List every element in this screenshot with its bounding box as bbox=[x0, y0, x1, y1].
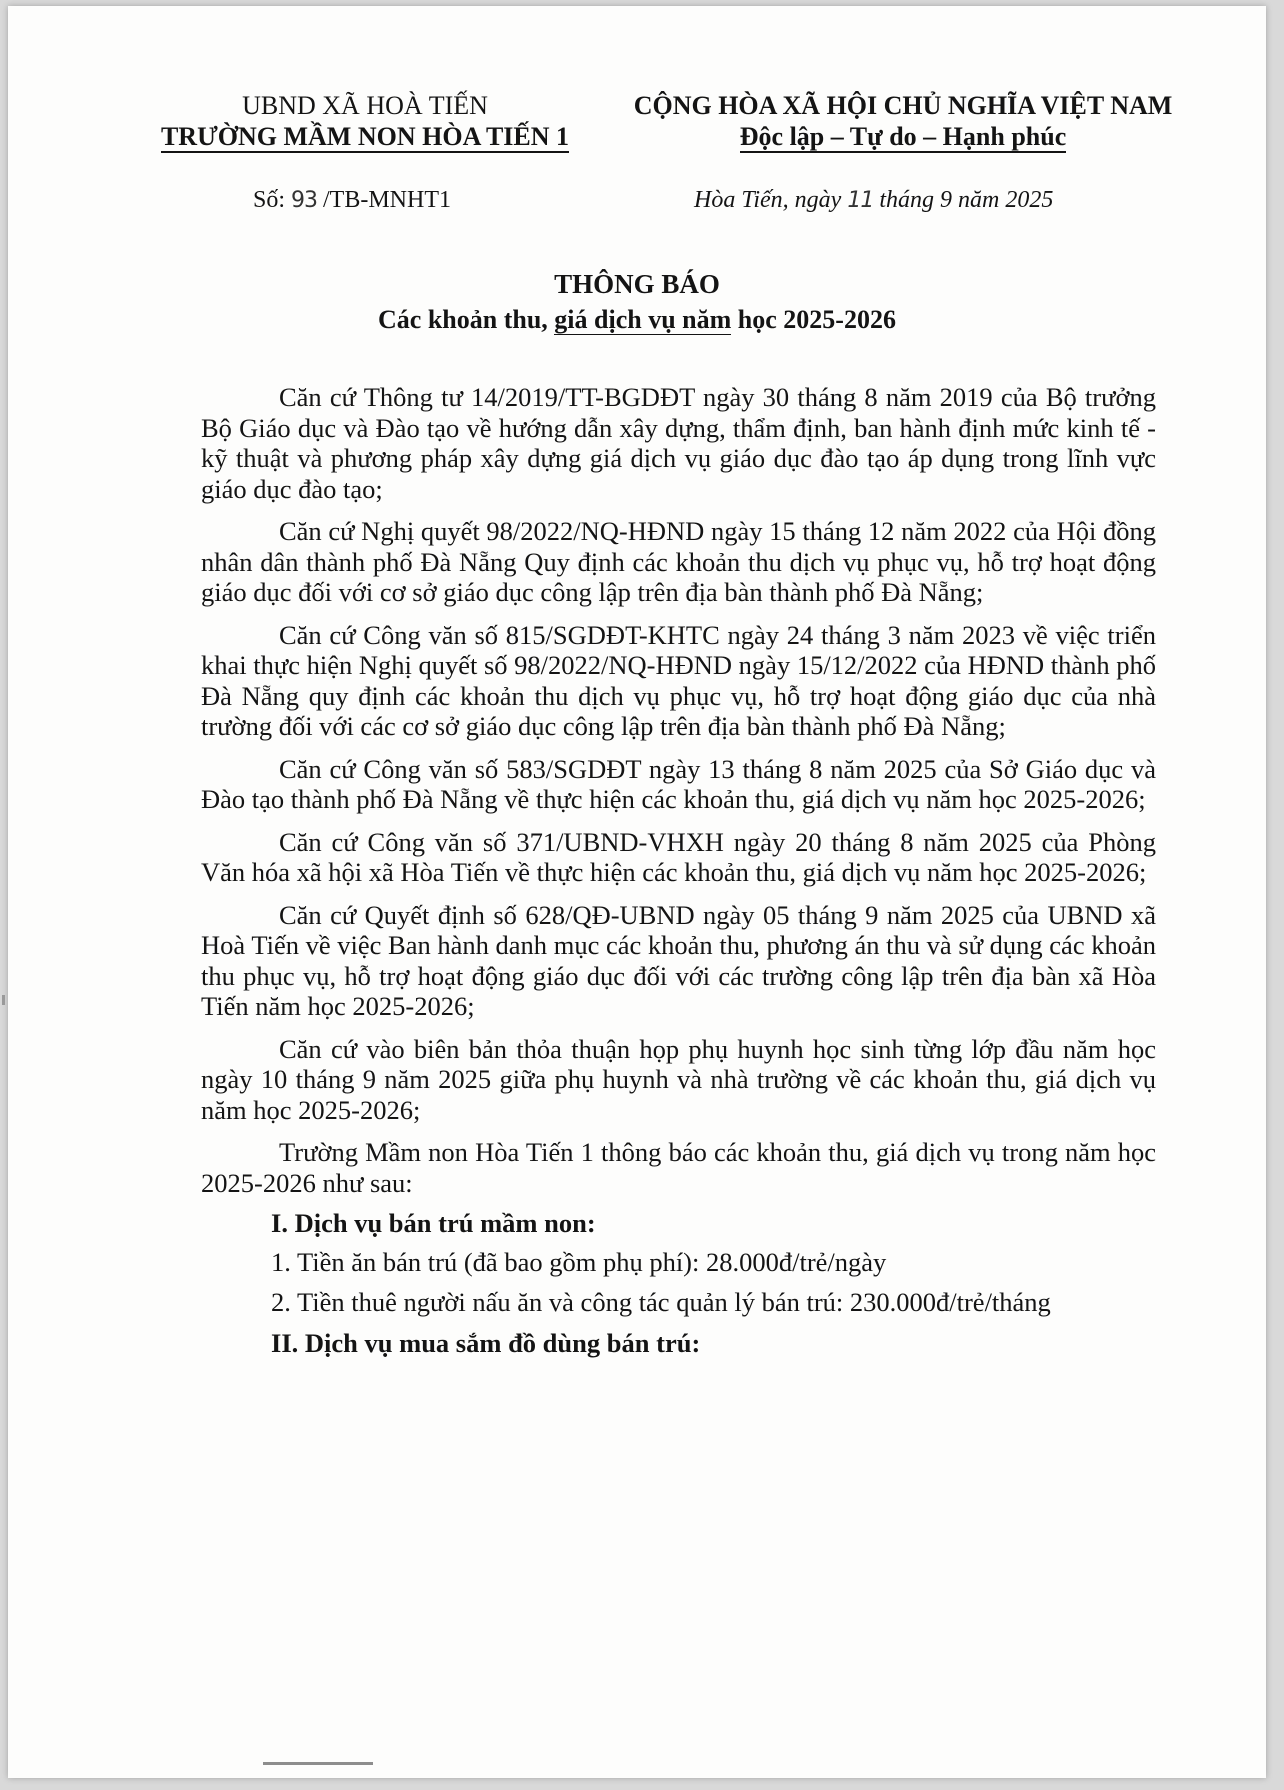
country-name: CỘNG HÒA XÃ HỘI CHỦ NGHĨA VIỆT NAM bbox=[633, 91, 1173, 120]
subtitle-underlined: giá dịch vụ năm bbox=[554, 305, 732, 334]
legal-basis-paragraph: Căn cứ Thông tư 14/2019/TT-BGDĐT ngày 30 tháng 8 năm 2019 của Bộ trưởng Bộ Giáo dục và Đào tạo về hướng dẫn xây dựng, thẩm định, ban hành định mức kinh tế - kỹ thuật và phương pháp xây dựng giá dịch vụ giáo dục đào tạo áp dụng trong lĩnh vực giáo dục đào tạo; bbox=[201, 382, 1156, 504]
fee-item-cook-management: 2. Tiền thuê người nấu ăn và công tác quản lý bán trú: 230.000đ/trẻ/tháng bbox=[271, 1287, 1051, 1317]
handwritten-number: 93 bbox=[291, 188, 318, 213]
date-suffix: tháng 9 năm 2025 bbox=[873, 187, 1054, 213]
document-number bbox=[253, 187, 451, 214]
document-header bbox=[8, 90, 1266, 240]
legal-basis-paragraph: Căn cứ Nghị quyết 98/2022/NQ-HĐND ngày 15 tháng 12 năm 2022 của Hội đồng nhân dân thành phố Đà Nẵng Quy định các khoản thu dịch vụ phục vụ, hỗ trợ hoạt động giáo dục đối với cơ sở giáo dục công lập trên địa bàn thành phố Đà Nẵng; bbox=[201, 516, 1156, 607]
document-subtitle bbox=[8, 302, 1266, 338]
section-heading-boarding-service: I. Dịch vụ bán trú mầm non: bbox=[271, 1208, 596, 1238]
date-prefix: Hòa Tiến, ngày bbox=[694, 187, 848, 213]
title-block bbox=[8, 266, 1266, 338]
school-name: TRƯỜNG MẦM NON HÒA TIẾN 1 bbox=[160, 122, 570, 151]
subtitle-suffix: học 2025-2026 bbox=[731, 305, 896, 334]
legal-basis-paragraph: Căn cứ vào biên bản thỏa thuận họp phụ huynh học sinh từng lớp đầu năm học ngày 10 tháng 9 năm 2025 giữa phụ huynh và nhà trường về các khoản thu, giá dịch vụ năm học 2025-2026; bbox=[201, 1033, 1156, 1125]
legal-basis-paragraph: Căn cứ Công văn số 815/SGDĐT-KHTC ngày 24 tháng 3 năm 2023 về việc triển khai thực hiện Nghị quyết số 98/2022/NQ-HĐND ngày 15/12/2022 của HĐND thành phố Đà Nẵng quy định các khoản thu dịch vụ phục vụ, hỗ trợ hoạt động giáo dục của nhà trường đối với các cơ sở giáo dục công lập trên địa bàn thành phố Đà Nẵng; bbox=[201, 619, 1156, 741]
fee-item-meal: 1. Tiền ăn bán trú (đã bao gồm phụ phí): 28.000đ/trẻ/ngày bbox=[271, 1246, 887, 1277]
motto-line: Độc lập – Tự do – Hạnh phúc bbox=[739, 122, 1067, 151]
legal-basis-paragraph: Căn cứ Công văn số 583/SGDĐT ngày 13 tháng 8 năm 2025 của Sở Giáo dục và Đào tạo thành phố Đà Nẵng về thực hiện các khoản thu, giá dịch vụ năm học 2025-2026; bbox=[201, 753, 1156, 814]
section-heading-supplies: II. Dịch vụ mua sắm đồ dùng bán trú: bbox=[271, 1327, 701, 1358]
legal-basis-paragraph: Căn cứ Công văn số 371/UBND-VHXH ngày 20 tháng 8 năm 2025 của Phòng Văn hóa xã hội xã Hòa Tiến về thực hiện các khoản thu, giá dịch vụ năm học 2025-2026; bbox=[201, 826, 1156, 887]
announcement-intro: Trường Mầm non Hòa Tiến 1 thông báo các khoản thu, giá dịch vụ trong năm học 2025-2026 như sau: bbox=[201, 1137, 1156, 1198]
subtitle-prefix: Các khoản thu, bbox=[378, 305, 555, 334]
handwritten-day: 11 bbox=[847, 188, 874, 213]
legal-basis-paragraph: Căn cứ Quyết định số 628/QĐ-UBND ngày 05 tháng 9 năm 2025 của UBND xã Hoà Tiến về việc Ban hành danh mục các khoản thu, phương án thu và sử dụng các khoản thu phục vụ, hỗ trợ hoạt động giáo dục đối với các trường công lập trên địa bàn xã Hòa Tiến năm học 2025-2026; bbox=[201, 899, 1156, 1021]
document-page bbox=[8, 6, 1266, 1778]
number-suffix: /TB-MNHT1 bbox=[317, 187, 452, 213]
national-motto bbox=[598, 90, 1208, 153]
document-title: THÔNG BÁO bbox=[554, 269, 720, 299]
document-date bbox=[694, 187, 1053, 214]
number-prefix: Số: bbox=[253, 187, 292, 213]
scan-artifact bbox=[2, 995, 5, 1005]
parent-authority-name: UBND XÃ HOÀ TIẾN bbox=[242, 91, 488, 120]
issuing-authority bbox=[140, 90, 590, 153]
scan-artifact bbox=[263, 1762, 373, 1765]
document-body bbox=[201, 382, 1156, 1366]
